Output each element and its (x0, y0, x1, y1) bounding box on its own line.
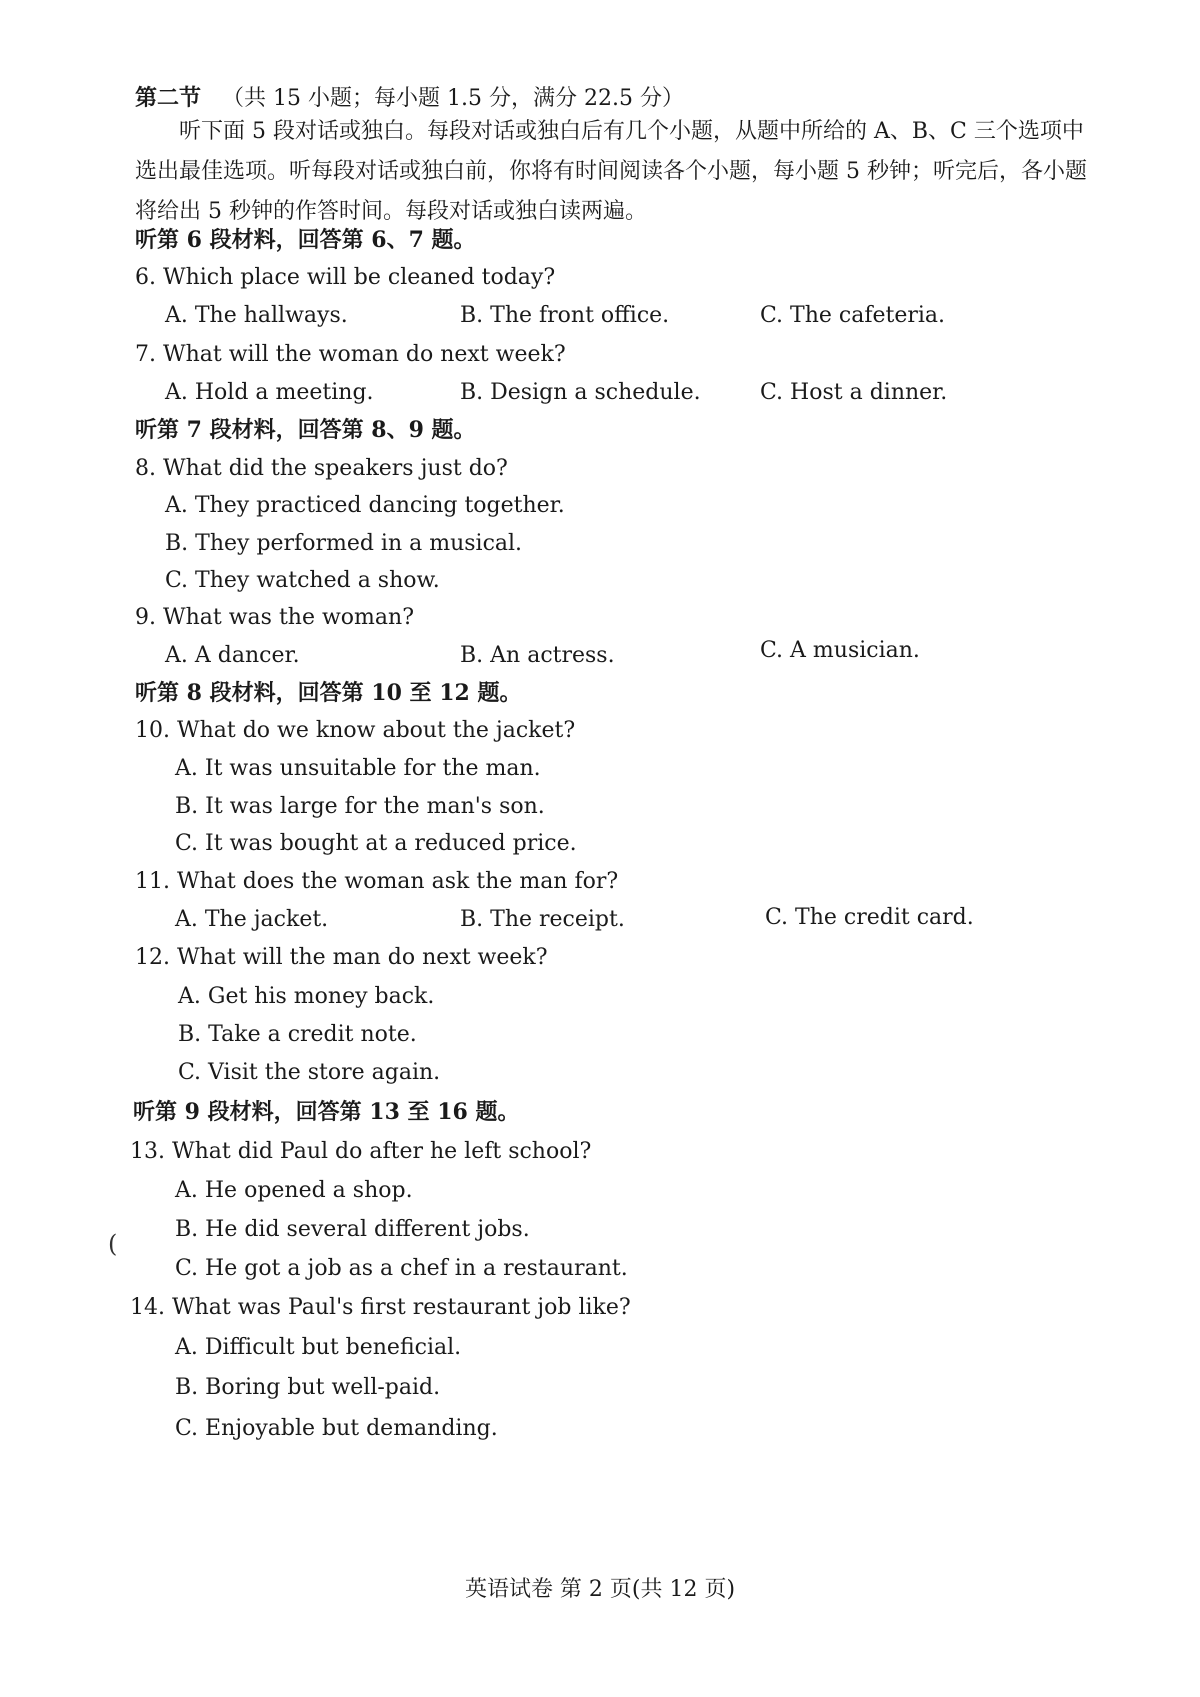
option-a: A. They practiced dancing together. (165, 493, 565, 518)
option-a: A. It was unsuitable for the man. (175, 756, 541, 781)
question-stem: 9. What was the woman? (135, 605, 414, 630)
option-b: B. It was large for the man's son. (175, 794, 545, 819)
page-footer: 英语试卷 第 2 页(共 12 页) (464, 1577, 736, 1602)
option-b: B. Boring but well-paid. (175, 1375, 441, 1400)
option-b: B. Take a credit note. (178, 1022, 417, 1047)
option-a: A. The jacket. (175, 907, 329, 932)
option-a: A. Difficult but beneficial. (175, 1335, 462, 1360)
option-b: B. The receipt. (460, 907, 625, 932)
question-stem: 13. What did Paul do after he left school? (130, 1139, 592, 1164)
section-title: 第二节 (135, 85, 202, 111)
option-c: C. A musician. (760, 638, 920, 663)
group-label: 听第 9 段材料，回答第 13 至 16 题。 (133, 1099, 520, 1125)
question-stem: 12. What will the man do next week? (135, 945, 548, 970)
section-instructions (135, 112, 1095, 232)
option-c: C. Host a dinner. (760, 380, 948, 405)
question-stem: 7. What will the woman do next week? (135, 342, 566, 367)
option-a: A. He opened a shop. (175, 1178, 413, 1203)
option-b: B. Design a schedule. (460, 380, 701, 405)
option-a: A. Get his money back. (178, 984, 435, 1009)
question-stem: 11. What does the woman ask the man for? (135, 869, 619, 894)
option-a: A. A dancer. (165, 643, 300, 668)
option-a: A. The hallways. (165, 303, 348, 328)
option-c: C. It was bought at a reduced price. (175, 831, 577, 856)
question-stem: 14. What was Paul's first restaurant job like? (130, 1295, 631, 1320)
question-stem: 10. What do we know about the jacket? (135, 718, 576, 743)
option-b: B. He did several different jobs. (175, 1217, 530, 1242)
option-b: B. An actress. (460, 643, 615, 668)
group-label: 听第 7 段材料，回答第 8、9 题。 (135, 417, 476, 443)
group-label: 听第 8 段材料，回答第 10 至 12 题。 (135, 680, 522, 706)
section-note: （共 15 小题；每小题 1.5 分，满分 22.5 分） (222, 86, 684, 111)
option-c: C. They watched a show. (165, 568, 440, 593)
instructions-text: 听下面 5 段对话或独白。每段对话或独白后有几个小题，从题中所给的 A、B、C 三个选项中选出最佳选项。听每段对话或独白前，你将有时间阅读各个小题，每小题 5 秒钟；听完后，各小题将给出 5 秒钟的作答时间。每段对话或独白读两遍。 (135, 119, 1087, 224)
option-b: B. They performed in a musical. (165, 531, 523, 556)
group-label: 听第 6 段材料，回答第 6、7 题。 (135, 227, 476, 253)
question-stem: 8. What did the speakers just do? (135, 456, 508, 481)
question-stem: 6. Which place will be cleaned today? (135, 265, 556, 290)
margin-pencil-mark: ( (108, 1230, 118, 1258)
option-c: C. Visit the store again. (178, 1060, 441, 1085)
option-c: C. The credit card. (765, 905, 974, 930)
section-heading (135, 83, 684, 114)
option-c: C. He got a job as a chef in a restaurant. (175, 1256, 628, 1281)
option-c: C. The cafeteria. (760, 303, 946, 328)
option-c: C. Enjoyable but demanding. (175, 1416, 498, 1441)
option-a: A. Hold a meeting. (165, 380, 374, 405)
option-b: B. The front office. (460, 303, 670, 328)
